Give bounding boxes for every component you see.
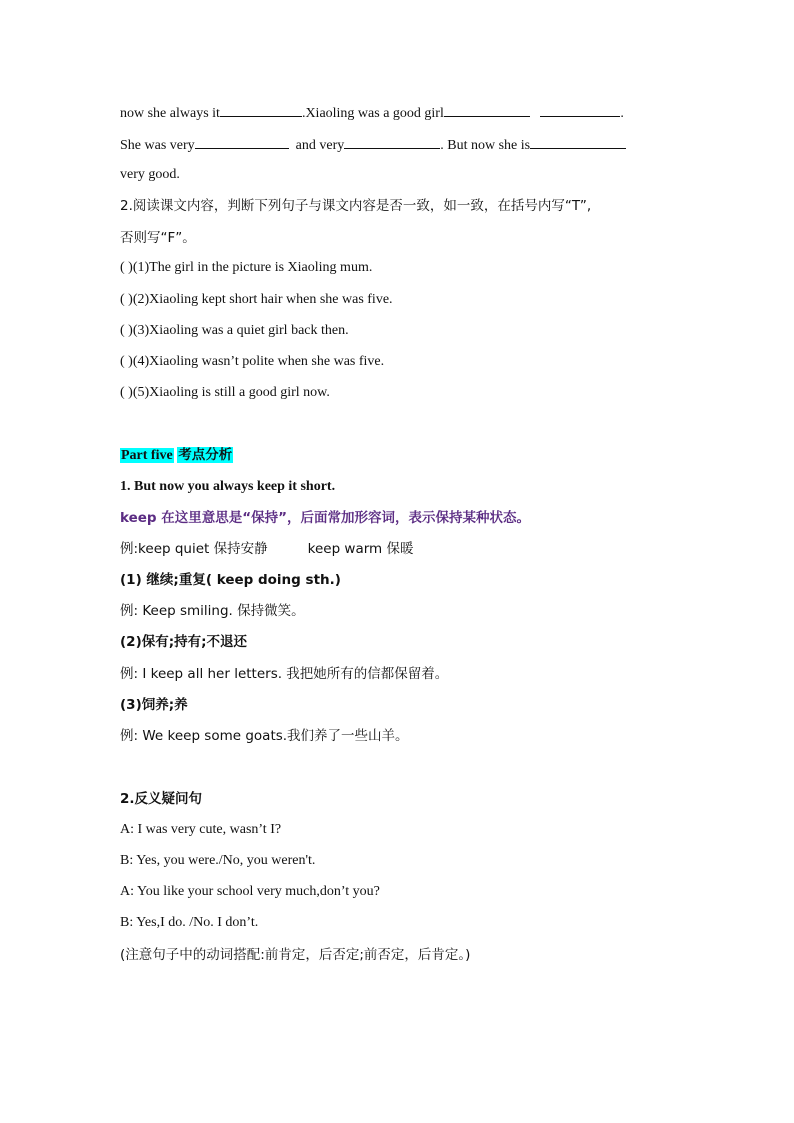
sense-1-heading: (1) 继续;重复( keep doing sth.)	[120, 572, 341, 588]
sense-2-heading: (2)保有;持有;不退还	[120, 634, 248, 650]
answer-blank[interactable]	[530, 134, 626, 149]
sense-1-example: 例: Keep smiling. 保持微笑。	[120, 603, 305, 619]
answer-blank[interactable]	[195, 134, 289, 149]
answer-blank[interactable]	[344, 134, 440, 149]
dialogue-line: A: I was very cute, wasn’t I?	[120, 822, 282, 837]
tf-item: ( )(5)Xiaoling is still a good girl now.	[120, 385, 330, 400]
passage-line-2	[120, 134, 626, 156]
tf-item: ( )(3)Xiaoling was a quiet girl back then.	[120, 323, 349, 338]
exercise-instruction: 2.阅读课文内容，判断下列句子与课文内容是否一致，如一致，在括号内写“T”,	[120, 198, 592, 214]
point-1-note: keep 在这里意思是“保持”，后面常加形容词，表示保持某种状态。	[120, 510, 531, 526]
passage-text: She was very	[120, 138, 195, 153]
answer-blank[interactable]	[220, 102, 302, 117]
dialogue-line: A: You like your school very much,don’t you?	[120, 884, 380, 899]
tf-item: ( )(4)Xiaoling wasn’t polite when she was five.	[120, 354, 385, 369]
passage-text: and very	[295, 138, 345, 153]
tf-item: ( )(1)The girl in the picture is Xiaoling mum.	[120, 260, 373, 275]
sense-3-example: 例: We keep some goats.我们养了一些山羊。	[120, 728, 409, 744]
dialogue-line: B: Yes,I do. /No. I don’t.	[120, 915, 259, 930]
part-heading	[120, 445, 233, 466]
sense-2-example: 例: I keep all her letters. 我把她所有的信都保留着。	[120, 666, 449, 682]
passage-line-1	[120, 102, 624, 124]
passage-line-3: very good.	[120, 167, 180, 182]
point-2-title: 2.反义疑问句	[120, 791, 203, 807]
dialogue-line: B: Yes, you were./No, you weren't.	[120, 853, 316, 868]
point-2-note: (注意句子中的动词搭配:前肯定，后否定;前否定，后肯定。)	[120, 947, 471, 963]
passage-text: .	[620, 106, 624, 121]
example-text: 例:keep quiet 保持安静	[120, 541, 268, 557]
answer-blank[interactable]	[540, 102, 620, 117]
exercise-instruction-cont: 否则写“F”。	[120, 230, 196, 246]
example-text: keep warm 保暖	[307, 541, 414, 557]
point-1-example	[120, 539, 414, 559]
passage-text: now she always it	[120, 106, 220, 121]
answer-blank[interactable]	[444, 102, 530, 117]
sense-3-heading: (3)饲养;养	[120, 697, 188, 713]
passage-text: .Xiaoling was a good girl	[301, 106, 444, 121]
tf-item: ( )(2)Xiaoling kept short hair when she was five.	[120, 292, 393, 307]
part-label: Part five	[121, 448, 173, 463]
passage-text: . But now she is	[440, 138, 531, 153]
part-label-cn: 考点分析	[178, 447, 233, 463]
point-1-title: 1. But now you always keep it short.	[120, 479, 336, 494]
